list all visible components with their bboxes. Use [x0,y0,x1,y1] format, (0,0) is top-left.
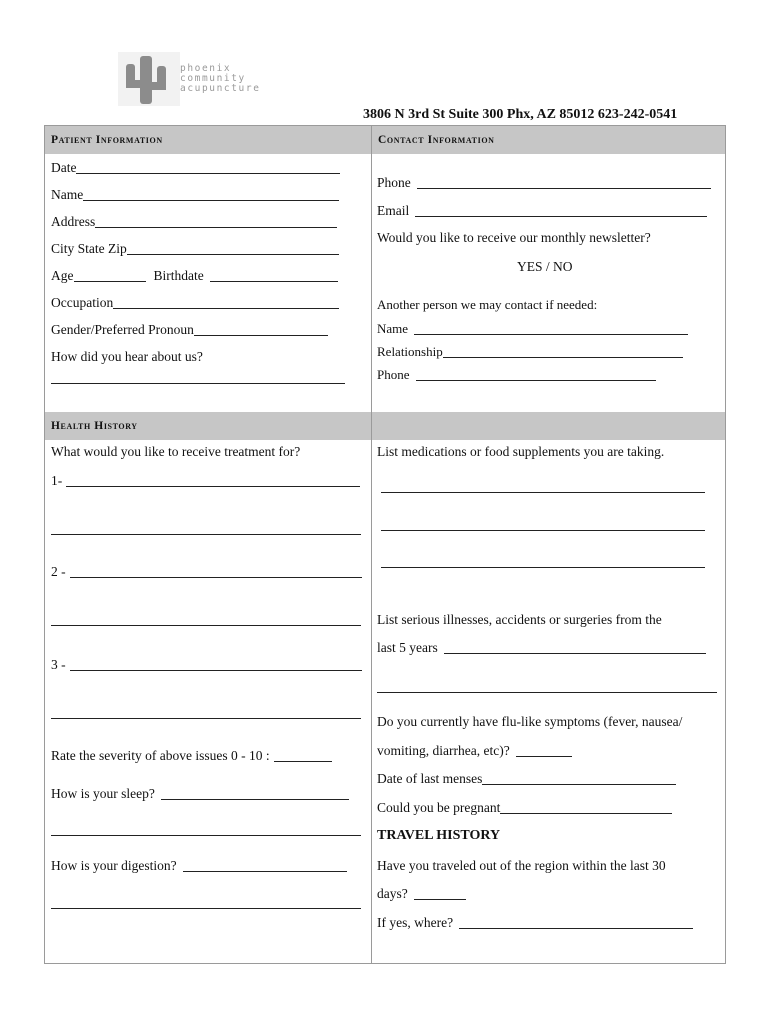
flu-question-line-2: vomiting, diarrhea, etc)? [377,743,510,758]
age-birthdate-field[interactable] [51,267,338,285]
relationship-label: Relationship [377,344,443,359]
intake-form [44,125,726,964]
travel-history-heading-row [377,827,500,845]
menses-input-line[interactable] [482,784,676,785]
phone-label: Phone [377,175,411,190]
city-state-zip-input-line[interactable] [127,254,339,255]
email-label: Email [377,203,410,218]
travel-where-input-line[interactable] [459,928,693,929]
travel-where-field[interactable] [377,914,693,932]
digestion-extra-field[interactable] [51,894,361,912]
travel-question-row [377,857,666,875]
clinic-logo [118,52,286,106]
newsletter-question: Would you like to receive our monthly newsletter? [377,230,651,245]
logo-line-1: phoenix [180,63,232,74]
phone-field[interactable] [377,174,711,192]
city-state-zip-field[interactable] [51,240,339,258]
flu-input-line[interactable] [516,756,572,757]
cactus-icon [118,52,180,106]
flu-field[interactable] [377,742,572,760]
treatment-item-3-extra[interactable] [51,704,361,722]
treatment-question: What would you like to receive treatment for? [51,444,301,459]
hear-about-input-line[interactable] [51,383,345,384]
travel-where-label: If yes, where? [377,915,454,930]
other-contact-phone-input-line[interactable] [416,380,656,381]
clinic-address: 3806 N 3rd St Suite 300 Phx, AZ 85012 623-242-0541 [363,107,678,122]
gender-input-line[interactable] [194,335,328,336]
address-label: Address [51,214,96,229]
contact-information-heading: Contact Information [378,134,495,146]
digestion-extra-line[interactable] [51,908,361,909]
travel-history-heading: TRAVEL HISTORY [377,828,501,843]
sleep-field[interactable] [51,785,349,803]
logo-line-2: community [180,73,246,84]
sleep-extra-field[interactable] [51,821,361,839]
item-2-extra-line[interactable] [51,625,361,626]
item-1-input-line[interactable] [66,486,360,487]
email-input-line[interactable] [415,216,707,217]
hear-about-label-row [51,348,203,366]
treatment-question-row [51,443,300,461]
medications-line-2[interactable] [381,516,705,534]
severity-label: Rate the severity of above issues 0 - 10 : [51,748,270,763]
other-contact-phone-label: Phone [377,367,410,382]
date-label: Date [51,160,77,175]
name-label: Name [51,187,84,202]
item-3-extra-line[interactable] [51,718,361,719]
column-divider [371,126,372,963]
phone-input-line[interactable] [417,188,711,189]
medications-line-1[interactable] [381,478,705,496]
flu-question-row [377,713,682,731]
illnesses-question-line-1: List serious illnesses, accidents or surgeries from the [377,612,662,627]
medications-input-line-2[interactable] [381,530,705,531]
item-1-label: 1- [51,473,63,488]
sleep-label: How is your sleep? [51,786,155,801]
name-input-line[interactable] [83,200,339,201]
address-input-line[interactable] [95,227,337,228]
treatment-item-3[interactable] [51,656,362,674]
illnesses-input-line[interactable] [444,653,706,654]
digestion-input-line[interactable] [183,871,347,872]
age-label: Age [51,268,74,283]
section-header-row [45,126,725,154]
gender-label: Gender/Preferred Pronoun [51,322,194,337]
patient-information-heading: Patient Information [51,134,163,146]
pregnant-label: Could you be pregnant [377,800,501,815]
medications-question: List medications or food supplements you are taking. [377,444,665,459]
sleep-extra-line[interactable] [51,835,361,836]
birthdate-label: Birthdate [153,268,204,283]
treatment-item-2[interactable] [51,563,362,581]
menses-label: Date of last menses [377,771,483,786]
digestion-field[interactable] [51,857,347,875]
occupation-field[interactable] [51,294,339,312]
age-input-line[interactable] [74,281,146,282]
medications-line-3[interactable] [381,553,705,571]
email-field[interactable] [377,202,707,220]
travel-question-line-2: days? [377,886,408,901]
item-3-input-line[interactable] [70,670,362,671]
other-contact-phone-field[interactable] [377,366,656,384]
illnesses-question-line-2: last 5 years [377,640,438,655]
hear-about-label: How did you hear about us? [51,349,203,364]
item-2-input-line[interactable] [70,577,362,578]
relationship-field[interactable] [377,343,683,361]
newsletter-yes-no[interactable]: YES / NO [517,259,573,274]
pregnant-input-line[interactable] [500,813,672,814]
city-state-zip-label: City State Zip [51,241,127,256]
other-contact-name-field[interactable] [377,320,688,338]
health-history-heading: Health History [51,420,138,432]
medications-input-line-1[interactable] [381,492,705,493]
pregnant-field[interactable] [377,799,672,817]
birthdate-input-line[interactable] [210,281,338,282]
treatment-item-1[interactable] [51,472,360,490]
other-contact-heading: Another person we may contact if needed: [377,297,598,312]
digestion-label: How is your digestion? [51,858,177,873]
medications-question-row [377,443,664,461]
illnesses-question-row [377,611,662,629]
logo-line-3: acupuncture [180,83,261,94]
menses-field[interactable] [377,770,676,788]
name-field[interactable] [51,186,339,204]
treatment-item-1-extra[interactable] [51,520,361,538]
travel-days-field[interactable] [377,885,466,903]
health-history-header [45,412,725,440]
newsletter-question-row [377,229,651,247]
illnesses-extra-field[interactable] [377,678,717,696]
other-contact-name-label: Name [377,321,409,336]
travel-days-input-line[interactable] [414,899,466,900]
relationship-input-line[interactable] [443,357,683,358]
hear-about-field[interactable] [51,369,345,387]
item-1-extra-line[interactable] [51,534,361,535]
treatment-item-2-extra[interactable] [51,611,361,629]
illnesses-field[interactable] [377,639,706,657]
other-contact-name-input-line[interactable] [414,334,688,335]
occupation-input-line[interactable] [113,308,339,309]
address-field[interactable] [51,213,337,231]
occupation-label: Occupation [51,295,114,310]
item-2-label: 2 - [51,564,66,579]
medications-input-line-3[interactable] [381,567,705,568]
travel-question-line-1: Have you traveled out of the region within the last 30 [377,858,666,873]
gender-field[interactable] [51,321,328,339]
other-contact-heading-row [377,296,597,314]
flu-question-line-1: Do you currently have flu-like symptoms (fever, nausea/ [377,714,683,729]
date-field[interactable] [51,159,340,177]
severity-field[interactable] [51,747,332,765]
sleep-input-line[interactable] [161,799,349,800]
illnesses-extra-line[interactable] [377,692,717,693]
date-input-line[interactable] [76,173,340,174]
severity-input-line[interactable] [274,761,332,762]
item-3-label: 3 - [51,657,66,672]
